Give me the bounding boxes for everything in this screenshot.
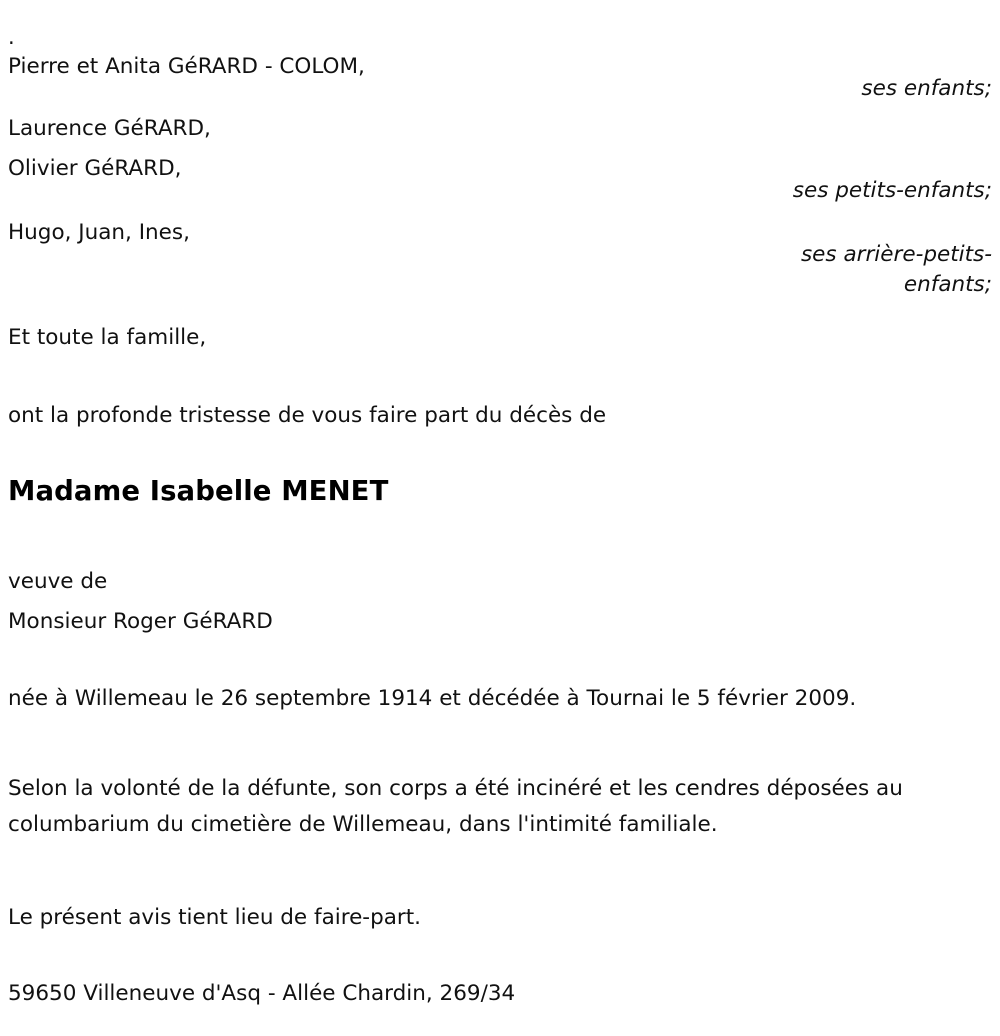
family-name-line-1: Pierre et Anita GéRARD - COLOM, xyxy=(8,54,365,79)
family-closing-line: Et toute la famille, xyxy=(8,325,207,350)
family-address: 59650 Villeneuve d'Asq - Allée Chardin, 269/34 xyxy=(8,981,516,1006)
family-name-line-4: Hugo, Juan, Ines, xyxy=(8,220,190,245)
family-relation-grandchildren: ses petits-enfants; xyxy=(792,178,992,203)
lead-dot-mark: . xyxy=(8,25,15,49)
deceased-name-heading: Madame Isabelle MENET xyxy=(8,475,389,507)
spouse-status-label: veuve de xyxy=(8,569,108,594)
spouse-name: Monsieur Roger GéRARD xyxy=(8,609,273,634)
announcement-intro: ont la profonde tristesse de vous faire part du décès de xyxy=(8,403,607,428)
birth-death-details: née à Willemeau le 26 septembre 1914 et décédée à Tournai le 5 février 2009. xyxy=(8,686,857,711)
family-relation-great-grandchildren: ses arrière-petits-enfants; xyxy=(800,242,992,297)
cremation-wishes-details: Selon la volonté de la défunte, son corps a été incinéré et les cendres déposées au columbarium du cimetière de Willemeau, dans l'intimité familiale. xyxy=(8,776,903,837)
family-name-line-2: Laurence GéRARD, xyxy=(8,116,211,141)
family-name-line-3: Olivier GéRARD, xyxy=(8,156,182,181)
faire-part-notice: Le présent avis tient lieu de faire-part. xyxy=(8,905,421,930)
family-relation-children: ses enfants; xyxy=(861,76,992,101)
